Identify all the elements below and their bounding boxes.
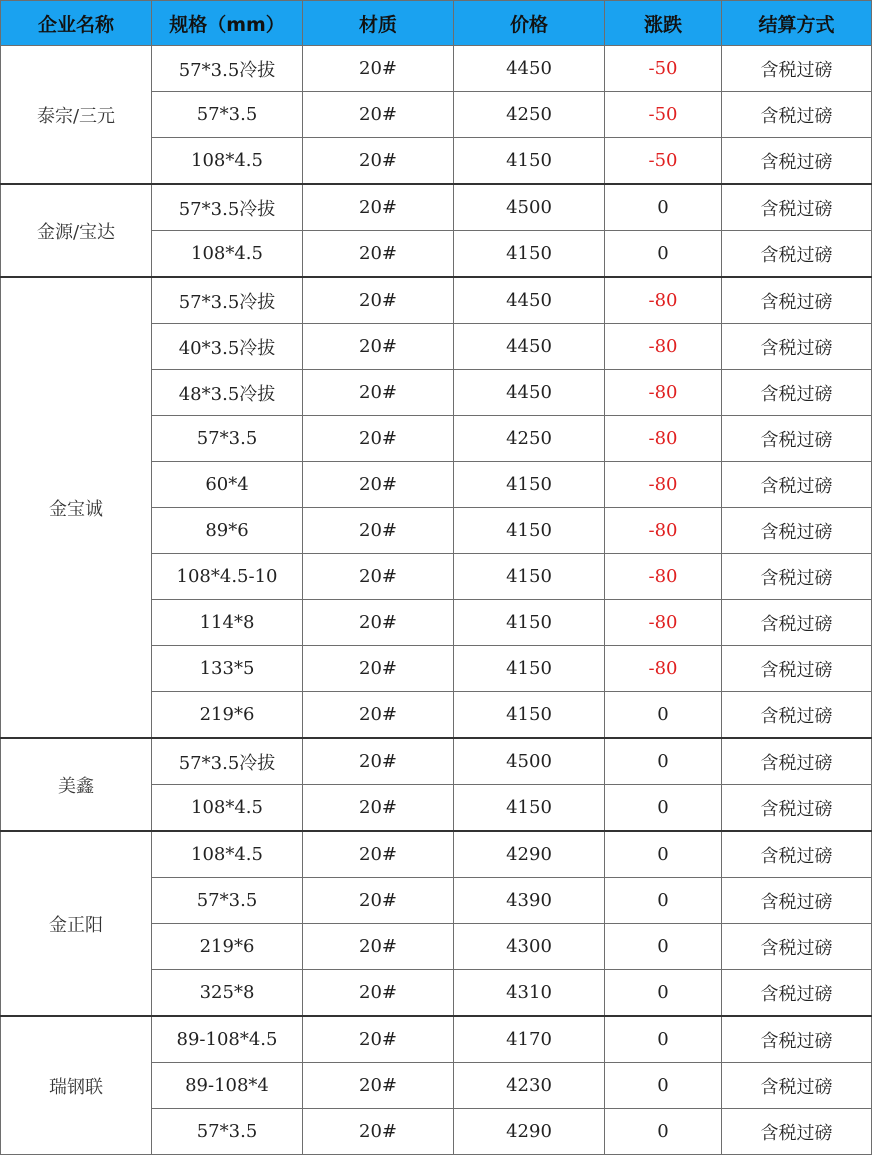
settlement-cell: 含税过磅 (722, 46, 872, 92)
change-cell: 0 (605, 1063, 722, 1109)
company-name-cell: 金正阳 (1, 831, 152, 1016)
spec-cell: 57*3.5冷拔 (152, 184, 303, 231)
header-material: 材质 (303, 1, 454, 46)
table-body (1, 46, 872, 1155)
spec-cell: 48*3.5冷拔 (152, 370, 303, 416)
material-cell: 20# (303, 92, 454, 138)
spec-cell: 219*6 (152, 692, 303, 739)
price-cell: 4450 (454, 324, 605, 370)
price-cell: 4170 (454, 1016, 605, 1063)
settlement-cell: 含税过磅 (722, 324, 872, 370)
material-cell: 20# (303, 508, 454, 554)
header-price: 价格 (454, 1, 605, 46)
settlement-cell: 含税过磅 (722, 508, 872, 554)
change-cell: -80 (605, 277, 722, 324)
spec-cell: 108*4.5 (152, 231, 303, 278)
change-cell: -80 (605, 324, 722, 370)
material-cell: 20# (303, 924, 454, 970)
header-change: 涨跌 (605, 1, 722, 46)
table-row (1, 277, 872, 324)
price-cell: 4500 (454, 738, 605, 785)
header-company: 企业名称 (1, 1, 152, 46)
price-cell: 4230 (454, 1063, 605, 1109)
price-cell: 4310 (454, 970, 605, 1017)
spec-cell: 89*6 (152, 508, 303, 554)
company-name-cell: 泰宗/三元 (1, 46, 152, 185)
settlement-cell: 含税过磅 (722, 831, 872, 878)
price-cell: 4390 (454, 878, 605, 924)
settlement-cell: 含税过磅 (722, 738, 872, 785)
settlement-cell: 含税过磅 (722, 554, 872, 600)
settlement-cell: 含税过磅 (722, 184, 872, 231)
change-cell: 0 (605, 1109, 722, 1155)
price-cell: 4250 (454, 92, 605, 138)
spec-cell: 57*3.5冷拔 (152, 277, 303, 324)
change-cell: -50 (605, 46, 722, 92)
material-cell: 20# (303, 370, 454, 416)
spec-cell: 89-108*4 (152, 1063, 303, 1109)
price-cell: 4150 (454, 462, 605, 508)
company-name-cell: 金源/宝达 (1, 184, 152, 277)
settlement-cell: 含税过磅 (722, 462, 872, 508)
spec-cell: 108*4.5 (152, 831, 303, 878)
change-cell: -80 (605, 416, 722, 462)
settlement-cell: 含税过磅 (722, 416, 872, 462)
material-cell: 20# (303, 231, 454, 278)
price-cell: 4500 (454, 184, 605, 231)
header-settlement: 结算方式 (722, 1, 872, 46)
company-name-cell: 美鑫 (1, 738, 152, 831)
change-cell: -80 (605, 646, 722, 692)
spec-cell: 57*3.5 (152, 1109, 303, 1155)
price-cell: 4450 (454, 277, 605, 324)
change-cell: 0 (605, 878, 722, 924)
spec-cell: 325*8 (152, 970, 303, 1017)
change-cell: 0 (605, 831, 722, 878)
spec-cell: 57*3.5冷拔 (152, 46, 303, 92)
company-name-cell: 金宝诚 (1, 277, 152, 738)
change-cell: 0 (605, 1016, 722, 1063)
price-cell: 4150 (454, 508, 605, 554)
price-cell: 4150 (454, 138, 605, 185)
material-cell: 20# (303, 692, 454, 739)
material-cell: 20# (303, 831, 454, 878)
table-row (1, 738, 872, 785)
header-spec: 规格（mm） (152, 1, 303, 46)
price-cell: 4290 (454, 831, 605, 878)
change-cell: 0 (605, 231, 722, 278)
price-cell: 4290 (454, 1109, 605, 1155)
settlement-cell: 含税过磅 (722, 646, 872, 692)
price-cell: 4300 (454, 924, 605, 970)
price-cell: 4150 (454, 785, 605, 832)
spec-cell: 60*4 (152, 462, 303, 508)
material-cell: 20# (303, 184, 454, 231)
settlement-cell: 含税过磅 (722, 970, 872, 1017)
change-cell: -80 (605, 554, 722, 600)
change-cell: 0 (605, 924, 722, 970)
settlement-cell: 含税过磅 (722, 1109, 872, 1155)
settlement-cell: 含税过磅 (722, 600, 872, 646)
spec-cell: 108*4.5-10 (152, 554, 303, 600)
settlement-cell: 含税过磅 (722, 1063, 872, 1109)
material-cell: 20# (303, 600, 454, 646)
spec-cell: 114*8 (152, 600, 303, 646)
change-cell: -80 (605, 370, 722, 416)
table-row (1, 184, 872, 231)
material-cell: 20# (303, 970, 454, 1017)
change-cell: 0 (605, 785, 722, 832)
material-cell: 20# (303, 1063, 454, 1109)
table-row (1, 46, 872, 92)
price-cell: 4150 (454, 692, 605, 739)
change-cell: 0 (605, 970, 722, 1017)
material-cell: 20# (303, 878, 454, 924)
change-cell: 0 (605, 738, 722, 785)
change-cell: -80 (605, 508, 722, 554)
spec-cell: 89-108*4.5 (152, 1016, 303, 1063)
spec-cell: 57*3.5 (152, 416, 303, 462)
material-cell: 20# (303, 738, 454, 785)
settlement-cell: 含税过磅 (722, 692, 872, 739)
settlement-cell: 含税过磅 (722, 231, 872, 278)
settlement-cell: 含税过磅 (722, 924, 872, 970)
change-cell: -50 (605, 138, 722, 185)
material-cell: 20# (303, 1016, 454, 1063)
price-cell: 4450 (454, 370, 605, 416)
price-cell: 4450 (454, 46, 605, 92)
material-cell: 20# (303, 646, 454, 692)
spec-cell: 40*3.5冷拔 (152, 324, 303, 370)
material-cell: 20# (303, 462, 454, 508)
settlement-cell: 含税过磅 (722, 138, 872, 185)
table-row (1, 831, 872, 878)
price-cell: 4150 (454, 600, 605, 646)
material-cell: 20# (303, 324, 454, 370)
header-row (1, 1, 872, 46)
spec-cell: 57*3.5 (152, 878, 303, 924)
material-cell: 20# (303, 46, 454, 92)
company-name-cell: 瑞钢联 (1, 1016, 152, 1155)
change-cell: -80 (605, 462, 722, 508)
change-cell: 0 (605, 184, 722, 231)
spec-cell: 108*4.5 (152, 785, 303, 832)
material-cell: 20# (303, 1109, 454, 1155)
spec-cell: 108*4.5 (152, 138, 303, 185)
material-cell: 20# (303, 277, 454, 324)
price-cell: 4150 (454, 231, 605, 278)
settlement-cell: 含税过磅 (722, 1016, 872, 1063)
price-cell: 4150 (454, 646, 605, 692)
price-cell: 4250 (454, 416, 605, 462)
material-cell: 20# (303, 416, 454, 462)
change-cell: -80 (605, 600, 722, 646)
change-cell: -50 (605, 92, 722, 138)
settlement-cell: 含税过磅 (722, 92, 872, 138)
table-row (1, 1016, 872, 1063)
settlement-cell: 含税过磅 (722, 785, 872, 832)
settlement-cell: 含税过磅 (722, 277, 872, 324)
settlement-cell: 含税过磅 (722, 878, 872, 924)
spec-cell: 57*3.5 (152, 92, 303, 138)
material-cell: 20# (303, 138, 454, 185)
settlement-cell: 含税过磅 (722, 370, 872, 416)
spec-cell: 219*6 (152, 924, 303, 970)
price-cell: 4150 (454, 554, 605, 600)
spec-cell: 133*5 (152, 646, 303, 692)
material-cell: 20# (303, 785, 454, 832)
material-cell: 20# (303, 554, 454, 600)
spec-cell: 57*3.5冷拔 (152, 738, 303, 785)
change-cell: 0 (605, 692, 722, 739)
